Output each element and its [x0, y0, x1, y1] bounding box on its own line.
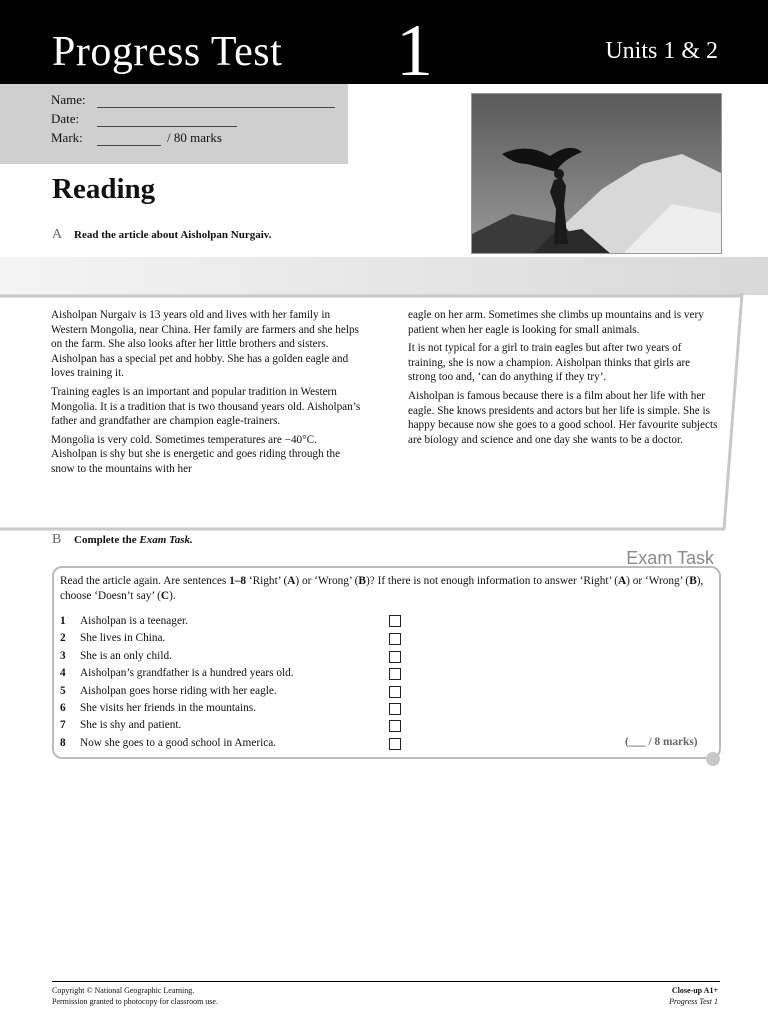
- task-b-text: [74, 534, 193, 546]
- instr-option-c: C: [160, 590, 170, 602]
- exam-marks: (___ / 8 marks): [625, 736, 698, 748]
- decorative-dot: [706, 752, 720, 766]
- date-label: Date:: [51, 111, 80, 126]
- question-number: 5: [60, 685, 66, 697]
- instr-part: ).: [169, 590, 176, 602]
- page-title: Progress Test: [52, 29, 283, 75]
- instr-part: ), choose ‘Doesn’t say’ (: [60, 575, 704, 602]
- question-number: 8: [60, 737, 66, 749]
- instr-part: ) or ‘Wrong’ (: [626, 575, 690, 587]
- mark-row: [51, 130, 222, 146]
- task-a-instruction: [52, 227, 271, 243]
- exam-instructions: [60, 574, 720, 604]
- question-number: 7: [60, 719, 66, 731]
- instr-part: ) or ‘Wrong’ (: [295, 575, 359, 587]
- mark-label: Mark:: [51, 130, 83, 145]
- question-row: [60, 665, 294, 681]
- mark-total: / 80 marks: [167, 130, 222, 145]
- task-b-instruction: [52, 532, 193, 548]
- task-a-text: Read the article about Aisholpan Nurgaiv.: [74, 229, 272, 241]
- task-b-text-prefix: Complete the: [74, 534, 140, 546]
- question-text: Aisholpan’s grandfather is a hundred years old.: [80, 667, 294, 679]
- answer-checkbox[interactable]: [389, 738, 401, 750]
- exam-task-label: Exam Task: [626, 548, 714, 568]
- question-row: [60, 700, 256, 716]
- name-label: Name:: [51, 92, 86, 107]
- question-number: 3: [60, 650, 66, 662]
- instr-part: ‘Right’ (: [246, 575, 288, 587]
- question-number: 4: [60, 667, 66, 679]
- copyright-line: Copyright © National Geographic Learning.: [52, 986, 195, 995]
- instr-option-b: B: [358, 575, 366, 587]
- permission-line: Permission granted to photocopy for classroom use.: [52, 997, 218, 1006]
- answer-checkbox[interactable]: [389, 668, 401, 680]
- test-name: Progress Test 1: [669, 997, 718, 1006]
- question-row: [60, 735, 276, 751]
- question-row: [60, 630, 165, 646]
- question-text: Now she goes to a good school in America.: [80, 737, 277, 749]
- name-row: [51, 92, 335, 108]
- task-b-letter: B: [52, 532, 62, 547]
- eagle-hunter-photo: [471, 93, 722, 254]
- article-paragraph: eagle on her arm. Sometimes she climbs up mountains and is very patient when her eagle is looking for small animals.: [408, 309, 704, 336]
- section-title: Reading: [52, 173, 156, 205]
- instr-option-b: B: [689, 575, 697, 587]
- decorative-band: [0, 257, 768, 295]
- question-text: Aisholpan goes horse riding with her eagle.: [80, 685, 277, 697]
- footer-rule: [52, 981, 720, 982]
- answer-checkbox[interactable]: [389, 686, 401, 698]
- question-row: [60, 717, 181, 733]
- answer-checkbox[interactable]: [389, 703, 401, 715]
- article-column-1: [51, 308, 363, 481]
- date-row: [51, 111, 237, 127]
- book-title: Close-up A1+: [671, 986, 718, 995]
- question-text: She is an only child.: [80, 650, 172, 662]
- task-a-letter: A: [52, 227, 63, 242]
- answer-checkbox[interactable]: [389, 720, 401, 732]
- mark-field[interactable]: [97, 134, 161, 146]
- instr-part: )? If there is not enough information to answer ‘Right’ (: [365, 575, 618, 587]
- question-row: [60, 613, 188, 629]
- units-label: Units 1 & 2: [605, 38, 718, 64]
- question-text: She lives in China.: [80, 632, 166, 644]
- question-number: 6: [60, 702, 66, 714]
- footer-copyright: [52, 985, 218, 1007]
- question-row: [60, 648, 172, 664]
- instr-option-a: A: [618, 575, 627, 587]
- article-paragraph: Aisholpan Nurgaiv is 13 years old and lives with her family in Western Mongolia, near China. Her family are farmers and she helps on the farm. She also looks after her little brothers and sisters. Aisholpan has a special pet and hobby. She has a golden eagle and loves training it.: [51, 309, 359, 380]
- answer-checkbox[interactable]: [389, 633, 401, 645]
- name-field[interactable]: [97, 96, 335, 108]
- question-text: She is shy and patient.: [80, 719, 182, 731]
- date-field[interactable]: [97, 115, 237, 127]
- question-text: She visits her friends in the mountains.: [80, 702, 257, 714]
- footer-book-info: [669, 985, 718, 1007]
- question-number: 1: [60, 615, 66, 627]
- instr-option-a: A: [287, 575, 296, 587]
- answer-checkbox[interactable]: [389, 651, 401, 663]
- answer-checkbox[interactable]: [389, 615, 401, 627]
- question-row: [60, 683, 277, 699]
- article-paragraph: Mongolia is very cold. Sometimes temperatures are −40°C. Aisholpan is shy but she is energetic and goes riding through the snow to the mountains with her: [51, 433, 341, 475]
- test-number: 1: [396, 10, 433, 92]
- question-text: Aisholpan is a teenager.: [80, 615, 188, 627]
- article-column-2: [408, 308, 720, 451]
- instr-part: Read the article again. Are sentences: [60, 575, 230, 587]
- article-paragraph: Training eagles is an important and popular tradition in Western Mongolia. It is a tradition that is two thousand years old. Aisholpan’s father and grandfather are champion eagle-trainers.: [51, 385, 361, 428]
- question-number: 2: [60, 632, 66, 644]
- article-paragraph: Aisholpan is famous because there is a film about her life with her eagle. She knows presidents and actors but her life is simple. She is happy because now she goes to a good school. Her favourite subjects are biology and science and one day she wants to be a doctor.: [408, 389, 718, 446]
- task-b-text-italic: Exam Task.: [139, 534, 193, 546]
- instr-range: 1–8: [229, 575, 247, 587]
- article-paragraph: It is not typical for a girl to train eagles but after two years of training, she is now a champion. Aisholpan thinks that girls are strong too and, ‘can do anything if they try’.: [408, 342, 691, 384]
